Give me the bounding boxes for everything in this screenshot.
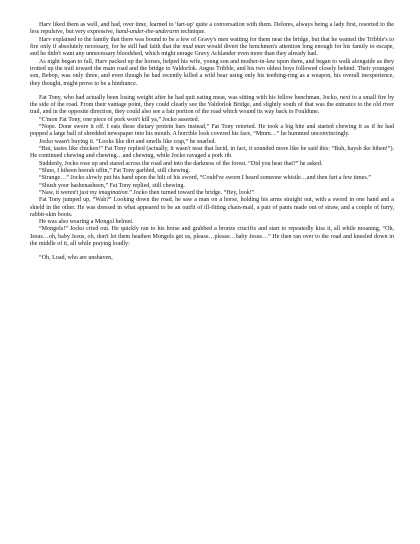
paragraph-8 bbox=[30, 146, 394, 161]
paragraph-5 bbox=[30, 117, 394, 124]
paragraph-text: “Shno, I hiheen heerah uffin,” Fat Tony garbled, still chewing. bbox=[39, 167, 190, 174]
paragraph-16 bbox=[30, 226, 394, 248]
paragraph-text: .” Jocko then turned toward the bridge. “Hey, look!” bbox=[127, 189, 255, 196]
paragraph-2 bbox=[30, 37, 394, 59]
paragraph-text: Harv liked them as well, and had, over time, learned to 'fart-up' quite a conversation with them. Delores, always being a lady first, resorted to the less repulsive, but very expressive, bbox=[30, 22, 394, 36]
paragraph-text: As night began to fall, Harv packed up the horses, helped his wife, young son and mother-in-law upon them, and began to walk alongside as they trotted up the trail toward the main road and the bridge to Valdorlok. Angus Tribble, and his two oldest boys followed closely behind. Their youngest son, Bebop, was only three, and even though he had recently killed a wild bear using only his teething-ring as a weapon, his overall inexperience, they thought, might prove to be a hindrance. bbox=[30, 58, 394, 87]
paragraph-text: “But, tastes like chicken!” Fat Tony replied (actually, it wasn't near that lucid, in fact, it sounded more like he said this: “Buh, haysh ike hihen!”). He continued chewing and chewing…and chewing, while Jocko ravaged a pork rib. bbox=[30, 146, 394, 160]
paragraph-3 bbox=[30, 59, 394, 88]
paragraph-14 bbox=[30, 197, 394, 219]
paragraph-11 bbox=[30, 175, 394, 182]
paragraph-text: Harv explained to the family that there was bound to be a few of Gravy's men waiting for them near the bridge, but that he wanted the Tribble's to fire only if absolutely necessary, for he still had faith that the bbox=[30, 36, 394, 50]
paragraph-text: Fat Tony jumped up, “Wah?” Looking down the road, he saw a man on a horse, holding his arms straight out, with a sword in one hand and a shield in the other. He was dressed in what appeared to be an outfit of ill-fitting chain-mail, a pair of pants made out of straw, and a couple of furry, rabbit-skin boots. bbox=[30, 197, 394, 218]
paragraph-text: “Naw, it weren't bbox=[39, 189, 80, 196]
italic-phrase: hand-under-the-underarm bbox=[115, 29, 180, 36]
paragraph-9 bbox=[30, 161, 394, 168]
paragraph-6 bbox=[30, 124, 394, 139]
paragraph-text: “Shush yoor hashenasheen,” Fat Tony replied, still chewing. bbox=[39, 182, 185, 189]
paragraph-text: “C'mon Fat Tony, one piece of pork won't kill ya,” Jocko asserted. bbox=[39, 116, 200, 123]
verse-line: “Oh, Load, who are unshaven, bbox=[39, 255, 113, 262]
paragraph-text: “Mongols!” Jocko cried out. He quickly ran to his horse and grabbed a bronze crucifix and start to repeatedly kiss it, all while moaning, “Oh, Jesus…oh, baby Jesus, oh, don't let them heathen Mongols get us, please…please…baby Jesus…” He then ran over to the road and kneeled down in the middle of it, all while praying loudly: bbox=[30, 226, 394, 248]
italic-phrase: mud man bbox=[182, 43, 206, 50]
paragraph-text: Jocko wasn't buying it. “Looks like dirt and smells like crap,” he snarled. bbox=[39, 138, 216, 145]
paragraph-1 bbox=[30, 22, 394, 37]
paragraph-text: technique. bbox=[179, 29, 206, 36]
paragraph-17 bbox=[30, 255, 394, 262]
paragraph-text: would divert the henchmen's attention long enough for his family to escape, and he didn't want any unnecessary bloodshed, which might enrage Gravy Acklander even more than they already had. bbox=[30, 43, 394, 58]
paragraph-4 bbox=[30, 95, 394, 117]
paragraph-text: Suddenly, Jocko rose up and stared across the road and into the darkness of the forest. “Did you hear that?” he asked. bbox=[39, 160, 323, 167]
paragraph-text: He was also wearing a Mongol helmet. bbox=[39, 219, 134, 226]
paragraph-text: Fat Tony, who had actually been losing weight after he had quit eating meat, was sitting with his fellow henchman, Jocko, next to a small fire by the side of the road. From their vantage point, they could clearly see the Valdorlok Bridge, and slightly south of that was the entrance to the old river trail, and in the opposite direction, they could also see a fair portion of the road which wound its way back to Fouldune. bbox=[30, 94, 394, 116]
section-break bbox=[30, 88, 394, 95]
paragraph-text: “Strange…” Jocko slowly put his hand upon the hilt of his sword, “Could've sworn I heard someone whistle…and then fart a few times.” bbox=[39, 175, 371, 182]
italic-phrase: just my imagination bbox=[79, 189, 128, 196]
paragraph-7 bbox=[30, 139, 394, 146]
paragraph-text: “Nope. Done swore it off. I eats these dietary protein bars instead,” Fat Tony retorted. He took a big bite and started chewing it as if he had popped a large ball of shredded newspaper into his mouth. A horrible look covered his face, “Mmm…” he hummed unconvincingly. bbox=[30, 124, 394, 138]
paragraph-12 bbox=[30, 183, 394, 190]
